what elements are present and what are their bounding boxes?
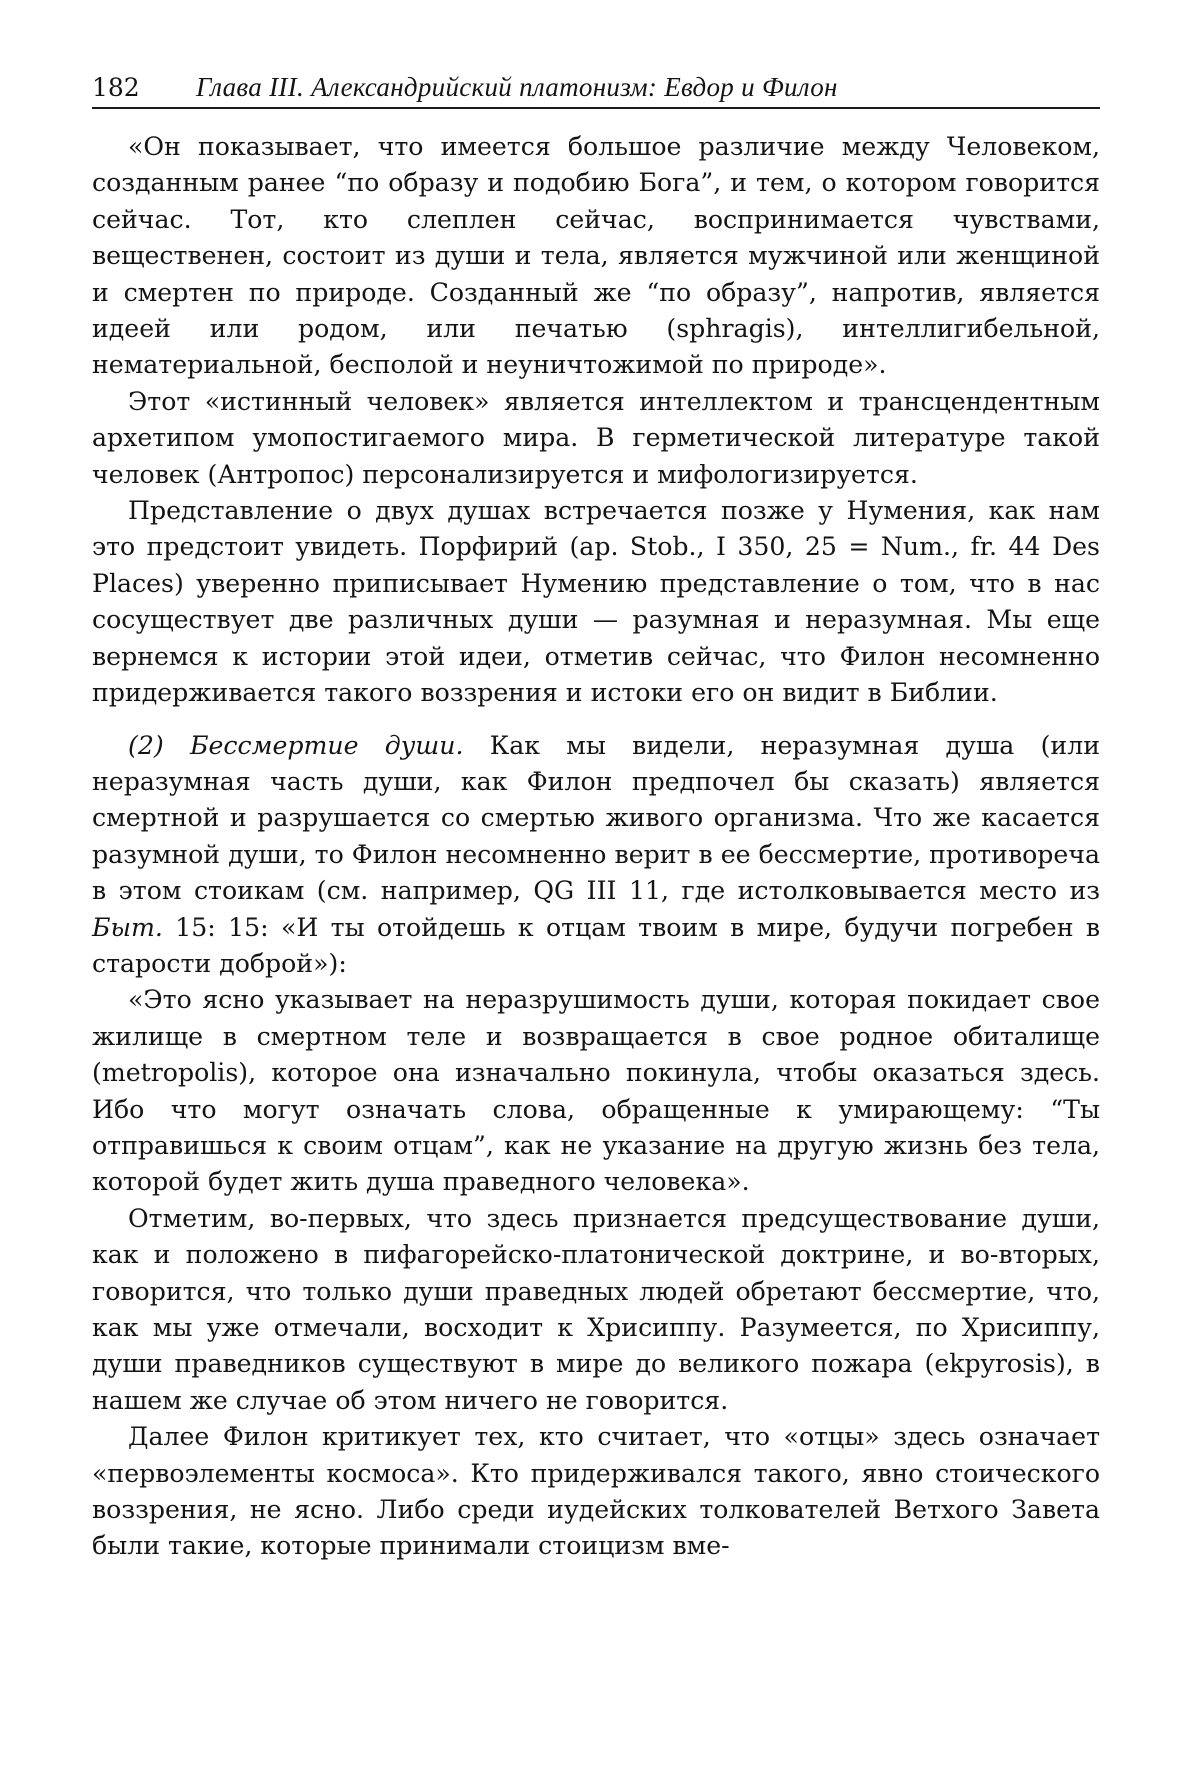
quote-paragraph: «Он показывает, что имеется большое различие между Человеком, созданным ранее “по образу и подобию Бога”, и тем, о котором говорится сейчас. Тот, кто слеплен сейчас, воспринимается чувствами, вещественен, состоит из души и тела, является мужчиной или женщиной и смертен по природе. Созданный же “по образу”, напротив, является идеей или родом, или печатью (sphragis), интеллигибельной, нематериальной, бесполой и неуничтожимой по природе».: [92, 129, 1100, 384]
body-text: [92, 129, 1100, 1565]
section-text: Как мы видели, неразумная душа (или неразумная часть души, как Филон предпочел бы сказать) является смертной и разрушается со смертью живого организма. Что же касается разумной души, то Филон несомненно верит в ее бессмертие, противореча в этом стоикам (см. например, QG III 11, где истолковывается место из: [92, 731, 1100, 906]
section-text-continued: 15: 15: «И ты отойдешь к отцам твоим в мире, будучи погребен в старости доброй»):: [92, 913, 1100, 978]
book-page: [92, 72, 1100, 1565]
running-header: [92, 72, 1100, 109]
paragraph: Далее Филон критикует тех, кто считает, что «отцы» здесь означает «первоэлементы космоса». Кто придерживался такого, явно стоического воззрения, не ясно. Либо среди иудейских толкователей Ветхого Завета были такие, которые принимали стоицизм вме-: [92, 1419, 1100, 1565]
paragraph: Представление о двух душах встречается позже у Нумения, как нам это предстоит увидеть. Порфирий (ap. Stob., I 350, 25 = Num., fr. 44 Des Places) уверенно приписывает Нумению представление о том, что в нас сосуществует две различных души — разумная и неразумная. Мы еще вернемся к истории этой идеи, отметив сейчас, что Филон несомненно придерживается такого воззрения и истоки его он видит в Библии.: [92, 493, 1100, 711]
section-heading: Бессмертие души.: [190, 731, 463, 760]
section-number: (2): [128, 731, 164, 760]
paragraph: Этот «истинный человек» является интеллектом и трансцендентным архетипом умопостигаемого мира. В герметической литературе такой человек (Антропос) персонализируется и мифологизируется.: [92, 384, 1100, 493]
chapter-title: Глава III. Александрийский платонизм: Евдор и Филон: [196, 72, 838, 102]
page-number: 182: [92, 73, 196, 103]
paragraph: Отметим, во-первых, что здесь признается предсуществование души, как и положено в пифагорейско-платонической доктрине, и во-вторых, говорится, что только души праведных людей обретают бессмертие, что, как мы уже отмечали, восходит к Хрисиппу. Разумеется, по Хрисиппу, души праведников существуют в мире до великого пожара (ekpyrosis), в нашем же случае об этом ничего не говорится.: [92, 1201, 1100, 1419]
quote-paragraph: «Это ясно указывает на неразрушимость души, которая покидает свое жилище в смертном теле и возвращается в свое родное обиталище (metropolis), которое она изначально покинула, чтобы оказаться здесь. Ибо что могут означать слова, обращенные к умирающему: “Ты отправишься к своим отцам”, как не указание на другую жизнь без тела, которой будет жить душа праведного человека».: [92, 982, 1100, 1200]
book-reference: Быт.: [92, 913, 163, 942]
section-paragraph: [92, 728, 1100, 983]
